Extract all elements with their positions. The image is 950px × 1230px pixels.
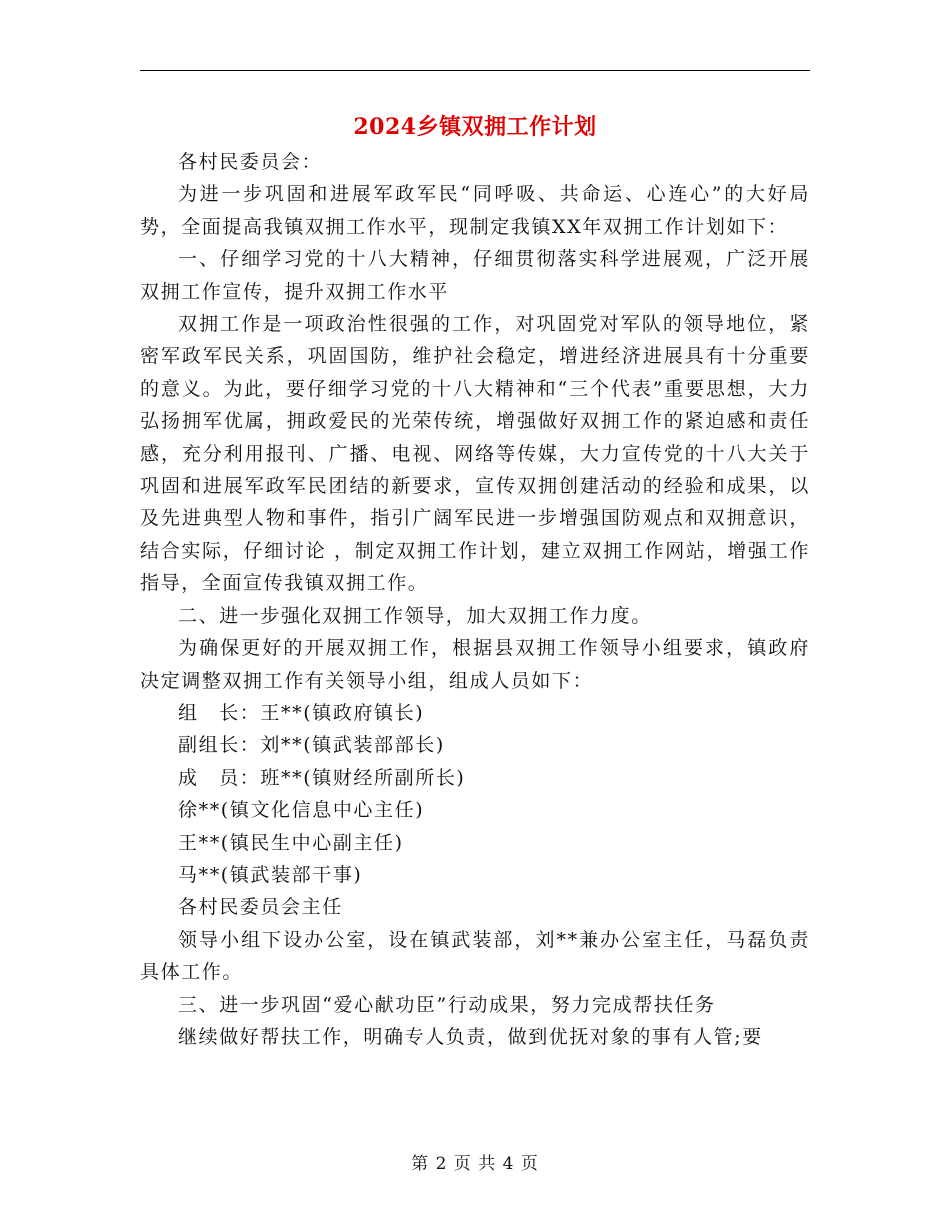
paragraph-intro: 为进一步巩固和进展军政军民“同呼吸、共命运、心连心”的大好局势，全面提高我镇双拥工作水平，现制定我镇XX年双拥工作计划如下： <box>140 183 810 238</box>
heading-section-2: 二、进一步强化双拥工作领导，加大双拥工作力度。 <box>178 604 652 627</box>
page-number: 第 2 页 共 4 页 <box>411 1154 539 1174</box>
member-ma: 马**(镇武装部干事) <box>178 863 363 886</box>
document-title: 2024乡镇双拥工作计划 <box>353 114 597 140</box>
paragraph-section-3-body: 继续做好帮扶工作，明确专人负责，做到优抚对象的事有人管;要 <box>178 1025 763 1048</box>
paragraph-office: 领导小组下设办公室，设在镇武装部，刘**兼办公室主任，马磊负责具体工作。 <box>140 928 810 984</box>
paragraph-section-2-body: 为确保更好的开展双拥工作，根据县双拥工作领导小组要求，镇政府决定调整双拥工作有关领导小组，组成人员如下： <box>140 637 810 692</box>
document-body <box>140 146 810 1053</box>
member-wang: 王**(镇民生中心副主任) <box>178 831 404 854</box>
header-rule <box>140 70 810 71</box>
paragraph-section-1-body: 双拥工作是一项政治性很强的工作，对巩固党对军队的领导地位，紧密军政军民关系，巩固国防，维护社会稳定，增进经济进展具有十分重要的意义。为此，要仔细学习党的十八大精神和“三个代表”重要思想，大力弘扬拥军优属，拥政爱民的光荣传统，增强做好双拥工作的紧迫感和责任感，充分利用报刊、广播、电视、网络等传媒，大力宣传党的十八大关于巩固和进展军政军民团结的新要求，宣传双拥创建活动的经验和成果，以及先进典型人物和事件，指引广阔军民进一步增强国防观点和双拥意识，结合实际，仔细讨论 ，制定双拥工作计划，建立双拥工作网站，增强工作指导，全面宣传我镇双拥工作。 <box>140 313 810 595</box>
heading-section-3: 三、进一步巩固“爱心献功臣”行动成果，努力完成帮扶任务 <box>178 993 716 1016</box>
paragraph-salutation: 各村民委员会： <box>178 151 323 173</box>
member-xu: 徐**(镇文化信息中心主任) <box>178 799 425 822</box>
heading-section-1: 一、仔细学习党的十八大精神，仔细贯彻落实科学进展观，广泛开展双拥工作宣传，提升双拥工作水平 <box>140 248 810 303</box>
member-deputy-leader: 副组长：刘**(镇武装部部长) <box>178 734 445 757</box>
member-leader: 组 长：王**(镇政府镇长) <box>178 701 425 724</box>
member-village-directors: 各村民委员会主任 <box>178 896 343 919</box>
member-first: 成 员：班**(镇财经所副所长) <box>178 766 466 789</box>
